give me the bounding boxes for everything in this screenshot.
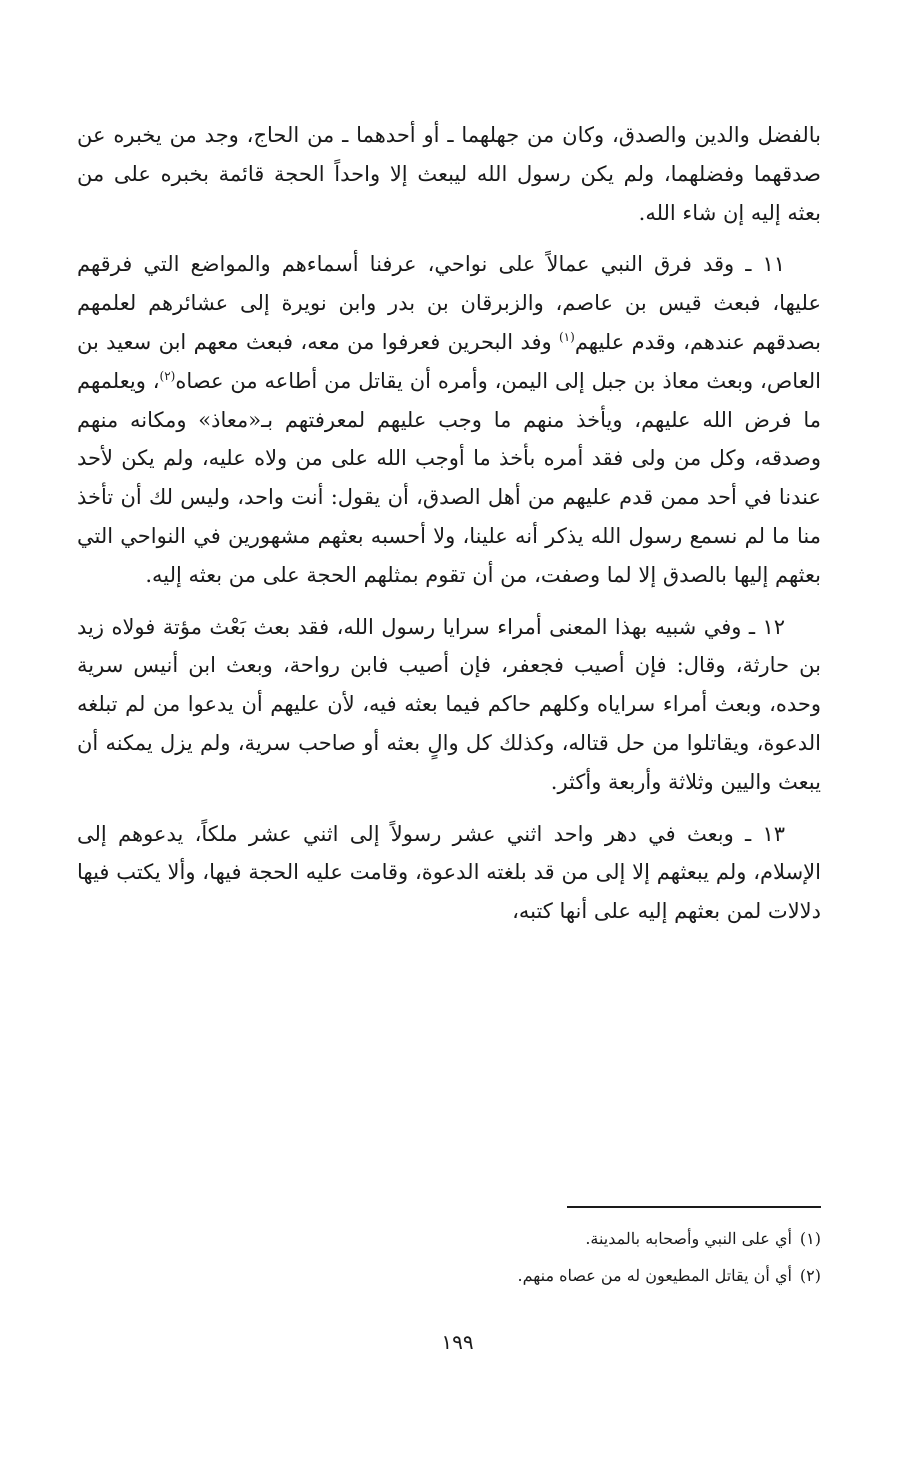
footnotes — [77, 1220, 821, 1294]
footnote-2-text: أي أن يقاتل المطيعون له من عصاه منهم. — [517, 1266, 792, 1285]
paragraph-12: ١٢ ـ وفي شبيه بهذا المعنى أمراء سرايا رسول الله، فقد بعث بَعْث مؤتة فولاه زيد بن حارثة، وقال: فإن أصيب فجعفر، فإن أصيب فابن رواحة، وبعث ابن أنيس سرية وحده، وبعث أمراء سراياه وكلهم حاكم فيما بعثه فيه، لأن عليهم أن يدعوا من لم تبلغه الدعوة، ويقاتلوا من حل قتاله، وكذلك كل والٍ بعثه أو صاحب سرية، ولم يزل يمكنه أن يبعث واليين وثلاثة وأربعة وأكثر. — [77, 614, 821, 794]
footnote-2 — [77, 1257, 821, 1294]
footnote-separator — [567, 1206, 821, 1208]
paragraph-continuation: بالفضل والدين والصدق، وكان من جهلهما ـ أو أحدهما ـ من الحاج، وجد من يخبره عن صدقهما وفضلهما، ولم يكن رسول الله ليبعث إلا واحداً الحجة قائمة بخبره على من بعثه إليه إن شاء الله. — [77, 123, 821, 225]
paragraph-11-part-2: وفد البحرين فعرفوا من معه، فبعث معهم ابن سعيد بن العاص، وبعث معاذ بن جبل إلى اليمن، وأمره أن يقاتل من أطاعه من عصاه — [77, 329, 821, 393]
footnote-2-number: (٢) — [799, 1266, 821, 1285]
paragraph-11 — [77, 245, 821, 594]
page-number: ١٩٩ — [441, 1330, 474, 1354]
footnote-1-number: (١) — [799, 1229, 821, 1248]
paragraph-11-part-3: ، ويعلمهم ما فرض الله عليهم، ويأخذ منهم ما وجب عليهم لمعرفتهم بـ«معاذ» ومكانه منهم وصدقه، وكل من ولى فقد أمره بأخذ ما أوجب الله على من ولاه عليه، ولم يكن لأحد عندنا في أحد ممن قدم عليهم من أهل الصدق، أن يقول: أنت واحد، وليس لك أن تأخذ منا ما لم نسمع رسول الله يذكر أنه علينا، ولا أحسبه بعثهم مشهورين في النواحي التي بعثهم إليها بالصدق إلا لما وصفت، من أن تقوم بمثلهم الحجة على من بعثه إليه. — [77, 368, 821, 587]
paragraph-11-part-1: ١١ ـ وقد فرق النبي عمالاً على نواحي، عرفنا أسماءهم والمواضع التي فرقهم عليها، فبعث قيس بن عاصم، والزبرقان بن بدر وابن نويرة إلى عشائرهم لعلمهم بصدقهم عندهم، وقدم عليهم — [77, 252, 821, 354]
footnote-ref-2: (٢) — [159, 368, 176, 383]
paragraph-13: ١٣ ـ وبعث في دهر واحد اثني عشر رسولاً إلى اثني عشر ملكاً، يدعوهم إلى الإسلام، ولم يبعثهم إلا إلى من قد بلغته الدعوة، وقامت عليه الحجة فيها، وألا يكتب فيها دلالات لمن بعثهم إليه على أنها كتبه، — [77, 821, 821, 924]
main-text — [77, 116, 821, 931]
footnote-ref-1: (١) — [558, 329, 575, 344]
footnote-1 — [77, 1220, 821, 1257]
footnote-1-text: أي على النبي وأصحابه بالمدينة. — [585, 1229, 792, 1248]
